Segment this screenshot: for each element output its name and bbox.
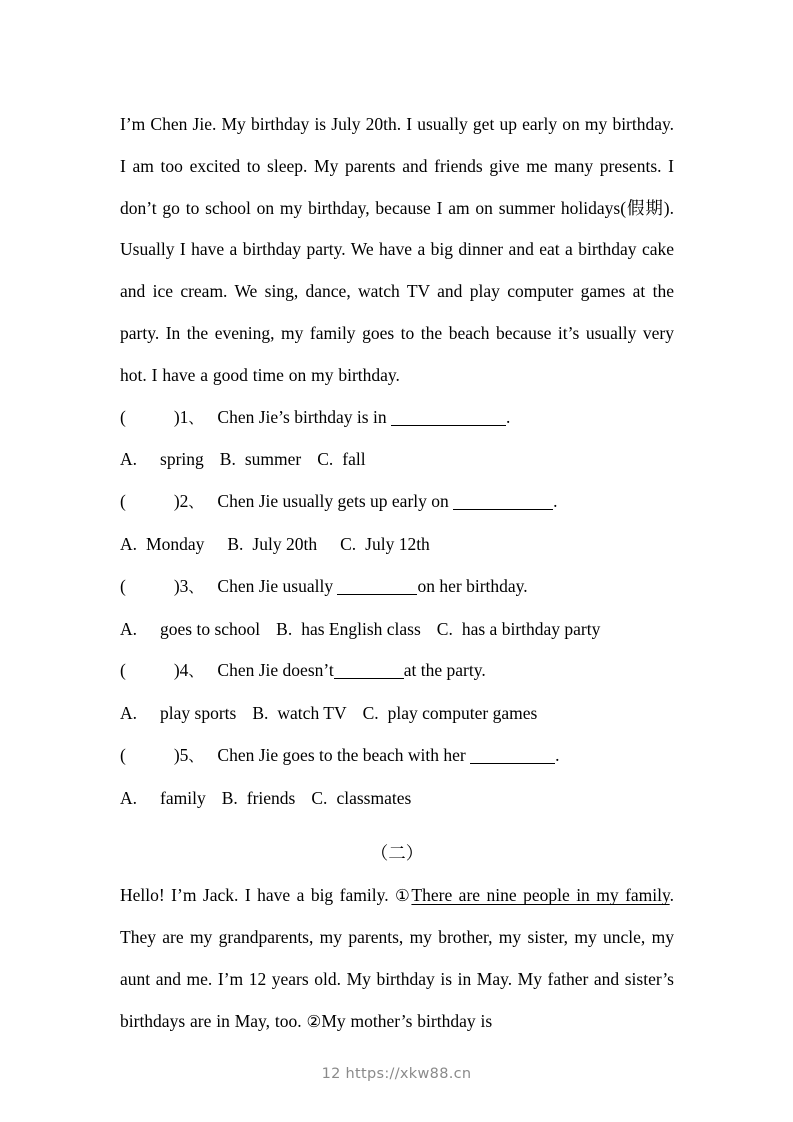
section-spacer bbox=[120, 820, 674, 834]
question-2-option-c-label: C. bbox=[340, 533, 357, 554]
question-3-stem-end: on her birthday. bbox=[417, 575, 528, 596]
question-2-options bbox=[120, 524, 674, 566]
question-1-option-b-text[interactable]: summer bbox=[244, 449, 302, 470]
question-3-paren-open: ( bbox=[120, 575, 126, 596]
question-1-line bbox=[120, 397, 674, 440]
question-5-stem: Chen Jie goes to the beach with her bbox=[217, 744, 466, 765]
question-1-stem-end: . bbox=[505, 406, 511, 427]
question-5-option-c-label: C. bbox=[311, 787, 328, 808]
question-5-line bbox=[120, 735, 674, 778]
question-4-option-b-label: B. bbox=[252, 703, 269, 724]
question-1-paren-close: ) bbox=[173, 406, 180, 427]
question-5-stem-end: . bbox=[555, 744, 560, 765]
question-2-paren-close: ) bbox=[173, 491, 180, 512]
question-2-stem-end: . bbox=[553, 491, 558, 512]
question-5-option-a-text[interactable]: family bbox=[160, 787, 206, 808]
question-3-option-b-text[interactable]: has English class bbox=[301, 618, 421, 639]
question-3-separator: 、 bbox=[188, 577, 204, 596]
question-4-paren-close: ) bbox=[173, 660, 180, 681]
question-1-options bbox=[120, 439, 674, 481]
question-2-paren-open: ( bbox=[120, 491, 126, 512]
passage-2-underlined-sentence-1: There are nine people in my family bbox=[411, 885, 670, 906]
question-1-option-a-text[interactable]: spring bbox=[160, 449, 204, 470]
passage-2-middle: . They are my grandparents, my parents, my brother, my sister, my uncle, my aunt and me. I’m 12 years old. My birthday is in May. My father and sister’s birthdays are in May, too. bbox=[120, 885, 675, 1031]
question-1-paren-open: ( bbox=[120, 406, 126, 427]
reading-passage-1: I’m Chen Jie. My birthday is July 20th. I usually get up early on my birthday. I am too excited to sleep. My parents and friends give me many presents. I don’t go to school on my birthday, because I am on summer holidays(假期). Usually I have a birthday party. We have a big dinner and eat a birthday cake and ice cream. We sing, dance, watch TV and play computer games at the party. In the evening, my family goes to the beach because it’s usually very hot. I have a good time on my birthday. bbox=[120, 114, 674, 385]
question-5-blank[interactable] bbox=[470, 749, 555, 764]
question-4-option-a-label: A. bbox=[120, 703, 138, 724]
question-5-paren-open: ( bbox=[120, 744, 126, 765]
question-4-option-c-label: C. bbox=[362, 703, 379, 724]
question-4-number: 4 bbox=[179, 660, 189, 681]
question-1-option-c-text[interactable]: fall bbox=[342, 449, 366, 470]
question-4-option-a-text[interactable]: play sports bbox=[160, 703, 237, 724]
question-1-option-a-label: A. bbox=[120, 449, 138, 470]
question-2-number: 2 bbox=[179, 491, 189, 512]
question-3-stem: Chen Jie usually bbox=[217, 575, 334, 596]
question-5-number: 5 bbox=[179, 744, 189, 765]
page-footer: 12 https://xkw88.cn bbox=[321, 1066, 472, 1082]
question-1-option-b-label: B. bbox=[219, 449, 236, 470]
question-3-line bbox=[120, 566, 674, 609]
question-1-number: 1 bbox=[179, 406, 189, 427]
question-5-options bbox=[120, 778, 674, 820]
question-2-option-b-label: B. bbox=[227, 533, 244, 554]
question-4-line bbox=[120, 650, 674, 693]
question-3-option-a-label: A. bbox=[120, 618, 138, 639]
question-3-paren-close: ) bbox=[173, 575, 180, 596]
passage-2-tail: My mother’s birthday is bbox=[321, 1010, 493, 1031]
question-2-option-b-text[interactable]: July 20th bbox=[252, 533, 318, 554]
question-3-option-b-label: B. bbox=[276, 618, 293, 639]
question-4-option-c-text[interactable]: play computer games bbox=[387, 703, 538, 724]
question-3-option-a-text[interactable]: goes to school bbox=[160, 618, 261, 639]
question-2-separator: 、 bbox=[188, 493, 204, 512]
question-1-option-c-label: C. bbox=[317, 449, 334, 470]
passage-2-intro: Hello! I’m Jack. I have a big family. bbox=[120, 885, 396, 906]
question-2-line bbox=[120, 481, 674, 524]
reading-passage-2 bbox=[120, 875, 674, 1042]
section-two-heading: （二） bbox=[370, 843, 424, 864]
question-5-option-c-text[interactable]: classmates bbox=[336, 787, 412, 808]
question-4-separator: 、 bbox=[188, 662, 204, 681]
question-5-option-a-label: A. bbox=[120, 787, 138, 808]
question-3-options bbox=[120, 609, 674, 651]
question-5-paren-close: ) bbox=[173, 744, 180, 765]
question-2-option-c-text[interactable]: July 12th bbox=[365, 533, 430, 554]
question-3-number: 3 bbox=[179, 575, 189, 596]
question-3-blank[interactable] bbox=[337, 580, 417, 595]
question-1-stem: Chen Jie’s birthday is in bbox=[217, 406, 387, 427]
question-5-option-b-text[interactable]: friends bbox=[246, 787, 296, 808]
question-3-option-c-text[interactable]: has a birthday party bbox=[461, 618, 601, 639]
question-5-option-b-label: B. bbox=[221, 787, 238, 808]
question-2-option-a-text[interactable]: Monday bbox=[146, 533, 205, 554]
question-4-options bbox=[120, 693, 674, 735]
question-4-stem-end: at the party. bbox=[403, 660, 486, 681]
document-content bbox=[120, 104, 674, 1043]
question-5-separator: 、 bbox=[188, 746, 204, 765]
question-3-option-c-label: C. bbox=[436, 618, 453, 639]
question-1-blank[interactable] bbox=[391, 411, 506, 426]
question-4-blank[interactable] bbox=[334, 664, 404, 679]
circled-two-marker: ② bbox=[306, 1011, 322, 1031]
question-2-option-a-label: A. bbox=[120, 533, 138, 554]
question-2-blank[interactable] bbox=[453, 495, 553, 510]
question-2-stem: Chen Jie usually gets up early on bbox=[217, 491, 449, 512]
circled-one-marker: ① bbox=[395, 886, 412, 906]
question-4-option-b-text[interactable]: watch TV bbox=[277, 703, 347, 724]
question-1-separator: 、 bbox=[188, 408, 204, 427]
question-4-stem: Chen Jie doesn’t bbox=[217, 660, 334, 681]
question-4-paren-open: ( bbox=[120, 660, 126, 681]
